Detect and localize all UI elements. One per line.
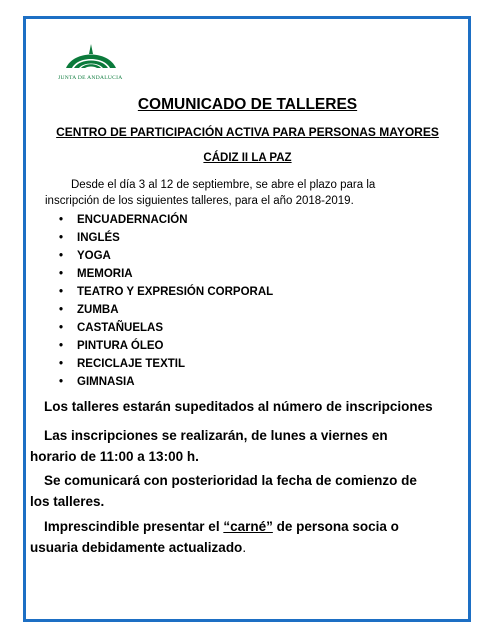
- workshop-name: TEATRO Y EXPRESIÓN CORPORAL: [77, 286, 274, 298]
- list-item: [59, 301, 273, 319]
- list-item: [59, 247, 273, 265]
- note-inscripciones: [30, 425, 460, 467]
- note-period: .: [242, 540, 247, 555]
- page-title: COMUNICADO DE TALLERES: [137, 96, 358, 113]
- note-comienzo: [30, 470, 460, 512]
- intro-line-2: inscripción de los siguientes talleres, para el año 2018-2019.: [45, 195, 354, 207]
- workshop-name: INGLÉS: [77, 232, 120, 244]
- workshop-name: GIMNASIA: [77, 376, 135, 388]
- bullet-icon: •: [59, 376, 64, 388]
- note-line: [30, 537, 460, 558]
- location-heading: CÁDIZ II LA PAZ: [203, 152, 292, 164]
- bullet-icon: •: [59, 340, 64, 352]
- workshop-list: [59, 211, 273, 391]
- workshop-name: YOGA: [77, 250, 111, 262]
- workshop-name: PINTURA ÓLEO: [77, 340, 164, 352]
- list-item: [59, 319, 273, 337]
- intro-paragraph: [45, 177, 465, 209]
- bullet-icon: •: [59, 304, 64, 316]
- bullet-icon: •: [59, 286, 64, 298]
- list-item: [59, 283, 273, 301]
- list-item: [59, 337, 273, 355]
- note-line: Se comunicará con posterioridad la fecha de comienzo de: [44, 473, 417, 488]
- list-item: [59, 265, 273, 283]
- workshop-name: ZUMBA: [77, 304, 119, 316]
- note-line: los talleres.: [30, 494, 105, 509]
- note-line: [30, 516, 460, 537]
- workshop-name: ENCUADERNACIÓN: [77, 214, 188, 226]
- bullet-icon: •: [59, 358, 64, 370]
- note-text: de persona socia o: [272, 519, 399, 534]
- intro-line-1: Desde el día 3 al 12 de septiembre, se abre el plazo para la: [71, 179, 376, 191]
- list-item: [59, 211, 273, 229]
- workshop-name: MEMORIA: [77, 268, 133, 280]
- bullet-icon: •: [59, 322, 64, 334]
- note-line: Los talleres estarán supeditados al número de inscripciones: [44, 399, 433, 414]
- bullet-icon: •: [59, 214, 64, 226]
- logo-text: JUNTA DE ANDALUCIA: [58, 75, 123, 81]
- workshop-name: CASTAÑUELAS: [77, 322, 164, 334]
- list-item: [59, 373, 273, 391]
- note-text: usuaria debidamente actualizado: [30, 540, 243, 555]
- list-item: [59, 355, 273, 373]
- note-supeditados: [30, 396, 460, 417]
- bullet-icon: •: [59, 232, 64, 244]
- note-line: horario de 11:00 a 13:00 h.: [30, 449, 199, 464]
- list-item: [59, 229, 273, 247]
- bullet-icon: •: [59, 268, 64, 280]
- workshop-name: RECICLAJE TEXTIL: [77, 358, 185, 370]
- note-line: Las inscripciones se realizarán, de lunes a viernes en: [44, 428, 388, 443]
- subtitle: CENTRO DE PARTICIPACIÓN ACTIVA PARA PERSONAS MAYORES: [56, 125, 439, 139]
- note-carne: [30, 516, 460, 558]
- note-text: Imprescindible presentar el: [44, 519, 224, 534]
- carne-highlight: “carné”: [223, 519, 273, 534]
- bullet-icon: •: [59, 250, 64, 262]
